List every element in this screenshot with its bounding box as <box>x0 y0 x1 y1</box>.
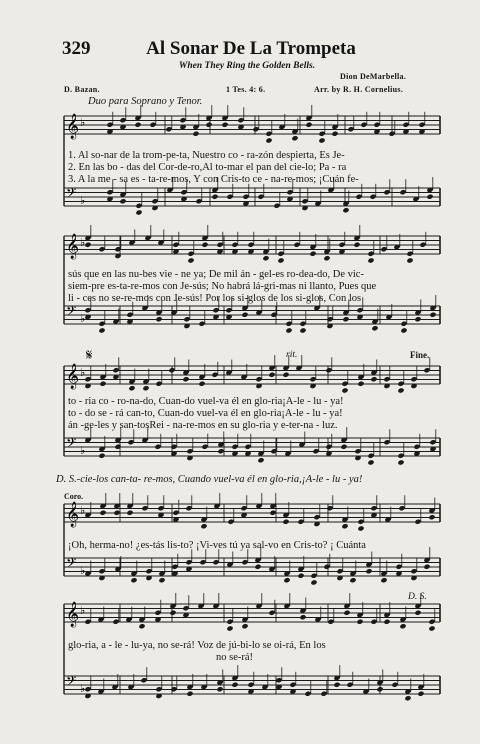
hymn-subtitle: When They Ring the Golden Bells. <box>178 61 316 71</box>
svg-text:𝄞: 𝄞 <box>66 502 80 527</box>
svg-text:♭: ♭ <box>80 604 86 617</box>
svg-text:𝄞: 𝄞 <box>66 364 80 389</box>
staff-2-treble <box>64 225 440 264</box>
svg-text:♭: ♭ <box>80 682 86 695</box>
svg-text:♭: ♭ <box>80 194 86 207</box>
staff-3-bass <box>64 427 440 466</box>
lyric-system3-verse3: án -ge-les y san-tosRei - na-re-mos en su glo-ria y e-ter-na - luz. <box>68 420 338 431</box>
svg-text:♭: ♭ <box>80 312 86 325</box>
svg-text:𝄞: 𝄞 <box>66 114 80 139</box>
lyric-chorus-line2: glo-ria, a - le - lu-ya, no se-rá! Voz de jú-bi-lo se oi-rá, En los <box>68 640 326 651</box>
lyric-system1-verse3: 3. A la me - sa es - ta-re-mos, Y con Cris-to ce - na-re-mos; ¡Cuán fe- <box>68 174 359 185</box>
scripture-reference: 1 Tes. 4: 6. <box>226 85 266 94</box>
svg-text:𝄞: 𝄞 <box>66 602 80 627</box>
dal-segno-mark: D. S. <box>408 592 427 602</box>
arranger-credit: Arr. by R. H. Cornelius. <box>314 85 404 94</box>
text-credit: Dion DeMarbella. <box>340 72 407 81</box>
lyric-system2-verse2: siem-pre es-ta-re-mos con Je-sús; No habrá lá-gri-mas ni llanto, Pues que <box>68 281 377 292</box>
staff-5-bass <box>64 665 440 701</box>
staff-3-treble <box>64 355 440 394</box>
lyric-system2-verse3: li - ces no se-re-mos con Je-sús! Por los si-glos de los si-glos, Con los <box>68 293 362 304</box>
svg-text:♭: ♭ <box>80 366 86 379</box>
svg-text:♭: ♭ <box>80 564 86 577</box>
lyric-system1-verse1: 1. Al so-nar de la trom-pe-ta, Nuestro co - ra-zón despierta, Es Je- <box>68 150 345 161</box>
svg-text:𝄢: 𝄢 <box>66 303 77 322</box>
hymn-title: Al Sonar De La Trompeta <box>146 38 356 59</box>
composer-credit: D. Bazan. <box>64 85 100 94</box>
staff-5-treble <box>64 593 440 632</box>
chorus-label: Coro. <box>64 492 84 501</box>
svg-text:♭: ♭ <box>80 444 86 457</box>
svg-text:𝄞: 𝄞 <box>66 234 80 259</box>
staff-4-treble <box>64 493 440 532</box>
performance-note: Duo para Soprano y Tenor. <box>88 96 203 107</box>
lyric-system2-verse1: sús que en las nu-bes vie - ne ya; De mil án - gel-es ro-dea-do, De vic- <box>68 269 364 280</box>
hymn-number: 329 <box>62 38 91 59</box>
svg-text:𝄢: 𝄢 <box>66 673 77 692</box>
svg-text:𝄢: 𝄢 <box>66 185 77 204</box>
lyric-system1-verse2: 2. En las bo - das del Cor-de-ro,Al to-mar el pan del cie-lo; Pa - ra <box>68 162 347 173</box>
staff-4-bass <box>64 547 440 586</box>
lyric-chorus-line2-under: no se-rá! <box>216 652 254 663</box>
lyric-system3-verse2: to - do se - rá can-to, Cuan-do vuel-va él en glo-ria¡A-le - lu - ya! <box>68 408 343 419</box>
ritardando-mark: rit. <box>286 350 298 360</box>
svg-text:𝄢: 𝄢 <box>66 555 77 574</box>
lyric-system3-verse1: to - ria co - ro-na-do, Cuan-do vuel-va él en glo-ria¡A-le - lu - ya! <box>68 396 344 407</box>
svg-text:♭: ♭ <box>80 236 86 249</box>
lyric-chorus-line1: ¡Oh, herma-no! ¿es-tás lis-to? ¡Vi-ves tú ya sal-vo en Cris-to? ¡ Cuánta <box>68 540 366 551</box>
staff-1-treble <box>64 105 440 144</box>
svg-text:𝄢: 𝄢 <box>66 435 77 454</box>
segno-mark: 𝄋 <box>86 348 93 364</box>
fine-mark: Fine. <box>410 350 430 360</box>
svg-text:♭: ♭ <box>80 504 86 517</box>
svg-text:♭: ♭ <box>80 116 86 129</box>
lyric-dal-segno-line: D. S.-cie-los can-ta- re-mos, Cuando vuel-va él en glo-ria,¡A-le - lu - ya! <box>56 474 363 485</box>
